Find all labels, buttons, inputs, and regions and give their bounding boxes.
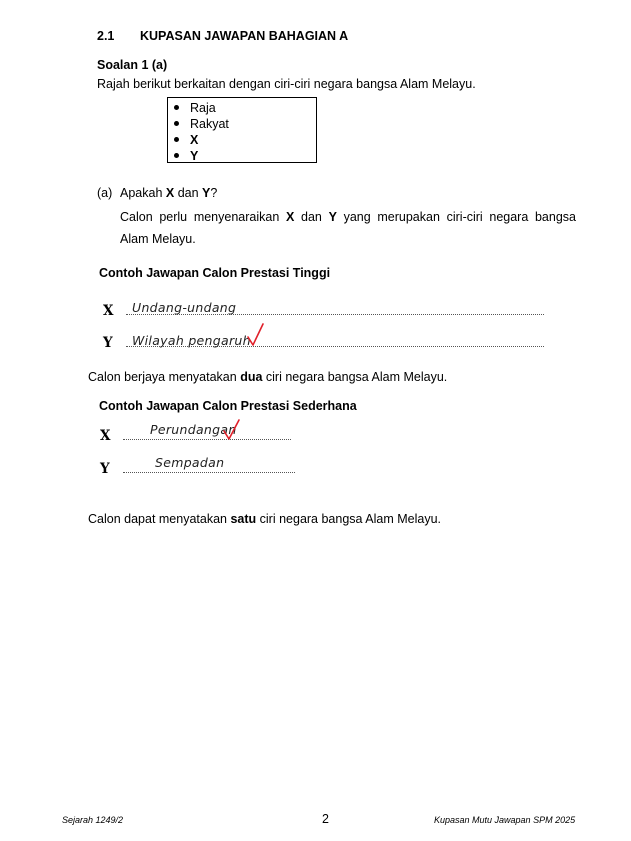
footer-left: Sejarah 1249/2 xyxy=(62,815,124,825)
high-x-answer: Undang-undang xyxy=(132,300,237,315)
medium-y-dotline xyxy=(123,472,295,473)
section-number: 2.1 xyxy=(97,29,115,43)
medium-heading: Contoh Jawapan Calon Prestasi Sederhana xyxy=(99,399,357,413)
medium-x-label: X xyxy=(100,428,111,444)
tick-icon xyxy=(246,322,266,348)
page-number: 2 xyxy=(322,812,329,826)
medium-comment xyxy=(88,512,441,526)
comment-count: dua xyxy=(240,370,263,384)
guidance-text: Calon perlu menyenaraikan xyxy=(120,210,280,224)
medium-y-label: Y xyxy=(100,461,110,477)
bullet-icon xyxy=(174,137,179,142)
list-item-text: Y xyxy=(190,149,199,163)
comment-text: ciri negara bangsa Alam Melayu. xyxy=(256,512,441,526)
comment-text: ciri negara bangsa Alam Melayu. xyxy=(262,370,448,384)
bullet-icon xyxy=(174,105,179,110)
list-item-text: X xyxy=(190,133,199,147)
high-y-answer: Wilayah pengaruh xyxy=(132,333,251,348)
list-item xyxy=(190,100,316,116)
list-item-text: Rakyat xyxy=(190,117,229,131)
guidance-text: yang merupakan ciri-ciri negara bangsa xyxy=(343,210,576,224)
guidance-y: Y xyxy=(328,210,337,224)
high-x-label: X xyxy=(103,303,114,319)
medium-y-answer: Sempadan xyxy=(155,455,225,470)
comment-count: satu xyxy=(230,512,257,526)
list-item xyxy=(190,148,316,164)
comment-text: Calon berjaya menyatakan xyxy=(88,370,241,384)
medium-x-answer: Perundangan xyxy=(150,422,237,437)
part-text: dan xyxy=(174,186,203,200)
bullet-icon xyxy=(174,121,179,126)
high-y-label: Y xyxy=(103,335,113,351)
medium-x-dotline xyxy=(123,439,291,440)
part-question xyxy=(120,186,217,200)
guidance-line-1 xyxy=(120,210,576,224)
list-item-text: Raja xyxy=(190,101,216,115)
bullet-icon xyxy=(174,153,179,158)
characteristics-box xyxy=(167,97,317,163)
part-text-x: X xyxy=(165,186,175,200)
guidance-line-2: Alam Melayu. xyxy=(120,232,196,246)
part-label: (a) xyxy=(97,186,113,200)
tick-icon xyxy=(222,418,242,442)
high-heading: Contoh Jawapan Calon Prestasi Tinggi xyxy=(99,266,331,280)
list-item xyxy=(190,116,316,132)
characteristics-list xyxy=(168,98,316,164)
high-comment xyxy=(88,370,447,384)
guidance-text: dan xyxy=(301,210,322,224)
question-intro: Rajah berikut berkaitan dengan ciri-ciri negara bangsa Alam Melayu. xyxy=(97,77,476,91)
question-heading: Soalan 1 (a) xyxy=(97,58,168,72)
part-text-y: Y xyxy=(202,186,211,200)
comment-text: Calon dapat menyatakan xyxy=(88,512,231,526)
footer-right: Kupasan Mutu Jawapan SPM 2025 xyxy=(434,815,576,825)
part-text: ? xyxy=(210,186,218,200)
guidance-x: X xyxy=(285,210,295,224)
part-text: Apakah xyxy=(120,186,166,200)
list-item xyxy=(190,132,316,148)
section-title: KUPASAN JAWAPAN BAHAGIAN A xyxy=(140,29,349,43)
